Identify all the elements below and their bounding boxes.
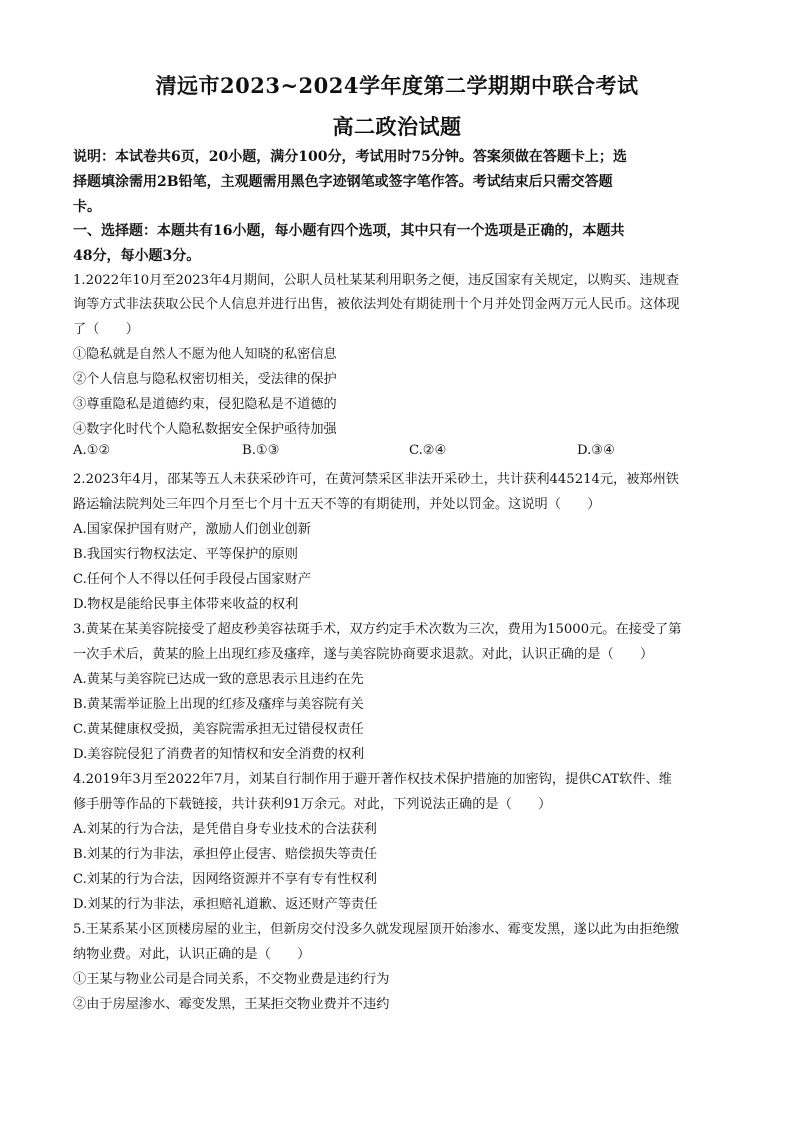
statement-item: ②个人信息与隐私权密切相关，受法律的保护	[73, 372, 337, 387]
statement-item: ②由于房屋渗水、霉变发黑，王某拒交物业费并不违约	[73, 997, 390, 1012]
option-d: D.③④	[577, 443, 615, 458]
question-stem: 1.2022年10月至2023年4月期间，公职人员杜某某利用职务之便，违反国家有关规定，以购买、违规查	[73, 273, 679, 288]
answer-option: C.黄某健康权受损，美容院需承担无过错侵权责任	[73, 722, 364, 737]
answer-options	[73, 443, 723, 463]
statement-item: ③尊重隐私是道德约束，侵犯隐私是不道德的	[73, 397, 337, 412]
question-stem: 询等方式非法获取公民个人信息并进行出售，被依法判处有期徒刑十个月并处罚金两万元人民币。这体现	[73, 297, 680, 312]
answer-option: B.我国实行物权法定、平等保护的原则	[73, 547, 298, 562]
question-stem: 2.2023年4月，邵某等五人未获采砂许可，在黄河禁采区非法开采砂土，共计获利445214元，被郑州铁	[73, 472, 679, 487]
answer-option: C.刘某的行为合法，因网络资源并不享有专有性权利	[73, 872, 377, 887]
answer-option: C.任何个人不得以任何手段侵占国家财产	[73, 572, 311, 587]
answer-option: A.黄某与美容院已达成一致的意思表示且违约在先	[73, 672, 364, 687]
question-stem: 了（ ）	[73, 322, 139, 337]
answer-option: D.物权是能给民事主体带来收益的权利	[73, 597, 299, 612]
question-stem: 路运输法院判处三年四个月至七个月十五天不等的有期徒刑，并处以罚金。这说明（ ）	[73, 497, 601, 512]
answer-option: B.刘某的行为非法，承担停止侵害、赔偿损失等责任	[73, 847, 378, 862]
instructions-line: 说明：本试卷共6页，20小题，满分100分，考试用时75分钟。答案须做在答题卡上；选	[73, 149, 627, 165]
statement-item: ④数字化时代个人隐私数据安全保护亟待加强	[73, 422, 337, 437]
question-stem: 纳物业费。对此，认识正确的是（ ）	[73, 947, 311, 962]
question-stem: 5.王某系某小区顶楼房屋的业主，但新房交付没多久就发现屋顶开始渗水、霉变发黑，遂以此为由拒绝缴	[73, 922, 680, 937]
question-stem: 修手册等作品的下载链接，共计获利91万余元。对此，下列说法正确的是（ ）	[73, 797, 552, 812]
answer-option: A.刘某的行为合法，是凭借自身专业技术的合法获利	[73, 822, 377, 837]
option-c: C.②④	[409, 443, 447, 458]
statement-item: ①王某与物业公司是合同关系，不交物业费是违约行为	[73, 972, 390, 987]
question-stem: 4.2019年3月至2022年7月，刘某自行制作用于避开著作权技术保护措施的加密钩，提供CAT软件、维	[73, 772, 672, 787]
option-a: A.①②	[73, 443, 111, 458]
statement-item: ①隐私就是自然人不愿为他人知晓的私密信息	[73, 347, 337, 362]
instructions-line: 择题填涂需用2B铅笔，主观题需用黑色字迹钢笔或签字笔作答。考试结束后只需交答题	[73, 174, 613, 190]
answer-option: B.黄某需举证脸上出现的红疹及瘙痒与美容院有关	[73, 697, 364, 712]
section-heading: 一、选择题：本题共有16小题，每小题有四个选项，其中只有一个选项是正确的，本题共	[73, 223, 625, 239]
instructions-line: 卡。	[73, 199, 101, 215]
question-stem: 一次手术后，黄某的脸上出现红疹及瘙痒，遂与美容院协商要求退款。对此，认识正确的是（ ）	[73, 647, 654, 662]
answer-option: D.美容院侵犯了消费者的知情权和安全消费的权利	[73, 747, 365, 762]
exam-title: 清远市2023~2024学年度第二学期期中联合考试	[155, 73, 639, 98]
answer-option: A.国家保护国有财产，激励人们创业创新	[73, 522, 311, 537]
section-heading: 48分，每小题3分。	[73, 248, 201, 264]
exam-subtitle: 高二政治试题	[332, 114, 462, 139]
answer-option: D.刘某的行为非法，承担赔礼道歉、返还财产等责任	[73, 897, 378, 912]
question-stem: 3.黄某在某美容院接受了超皮秒美容祛斑手术，双方约定手术次数为三次，费用为15000元。在接受了第	[73, 622, 682, 637]
option-b: B.①③	[242, 443, 280, 458]
